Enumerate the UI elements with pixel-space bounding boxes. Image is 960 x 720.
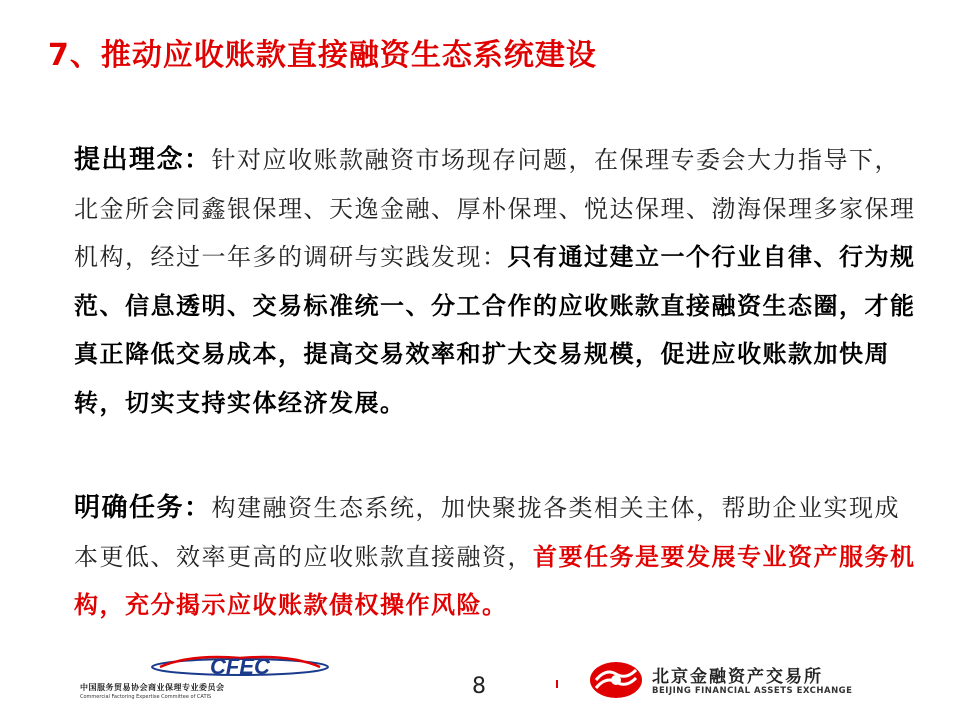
task-text: 构建融资生态系统，加快聚拢各类相关主体，帮助企业实现成本更低、效率更高的应收账款直接融资， <box>74 494 901 571</box>
concept-text: 针对应收账款融资市场现存问题，在保理专委会大力指导下，北金所会同鑫银保理、天逸金融、厚朴保理、悦达保理、渤海保理多家保理机构，经过一年多的调研与实践发现： <box>74 146 916 271</box>
cfec-name-cn: 中国服务贸易协会商业保理专业委员会 <box>80 683 225 692</box>
concept-lead: 提出理念： <box>74 145 212 175</box>
concept-emphasis: 只有通过建立一个行业自律、行为规范、信息透明、交易标准统一、分工合作的应收账款直接融资生态圈，才能真正降低交易成本，提高交易效率和扩大交易规模，促进应收账款加快周转，切实支持实体经济发展。 <box>74 243 916 417</box>
cfec-logo <box>80 652 400 702</box>
concept-paragraph <box>74 136 924 427</box>
bfae-name-en: BEIJING FINANCIAL ASSETS EXCHANGE <box>652 686 853 696</box>
bfae-name-cn: 北京金融资产交易所 <box>652 667 823 687</box>
cfec-logo-icon <box>150 652 330 682</box>
bfae-logo <box>588 660 928 704</box>
cfec-logo-text: CFEC <box>210 654 270 679</box>
cfec-name-en: Commercial Factoring Expertise Committee of CATIS <box>80 694 212 700</box>
task-emphasis: 首要任务是要发展专业资产服务机构，充分揭示应收账款债权操作风险。 <box>74 542 916 619</box>
task-lead: 明确任务： <box>74 493 212 523</box>
page-number: 8 <box>472 674 486 699</box>
footer-divider <box>556 680 558 688</box>
task-paragraph <box>74 484 924 630</box>
slide-title: 7、推动应收账款直接融资生态系统建设 <box>48 38 597 73</box>
bfae-emblem-icon <box>588 660 644 700</box>
